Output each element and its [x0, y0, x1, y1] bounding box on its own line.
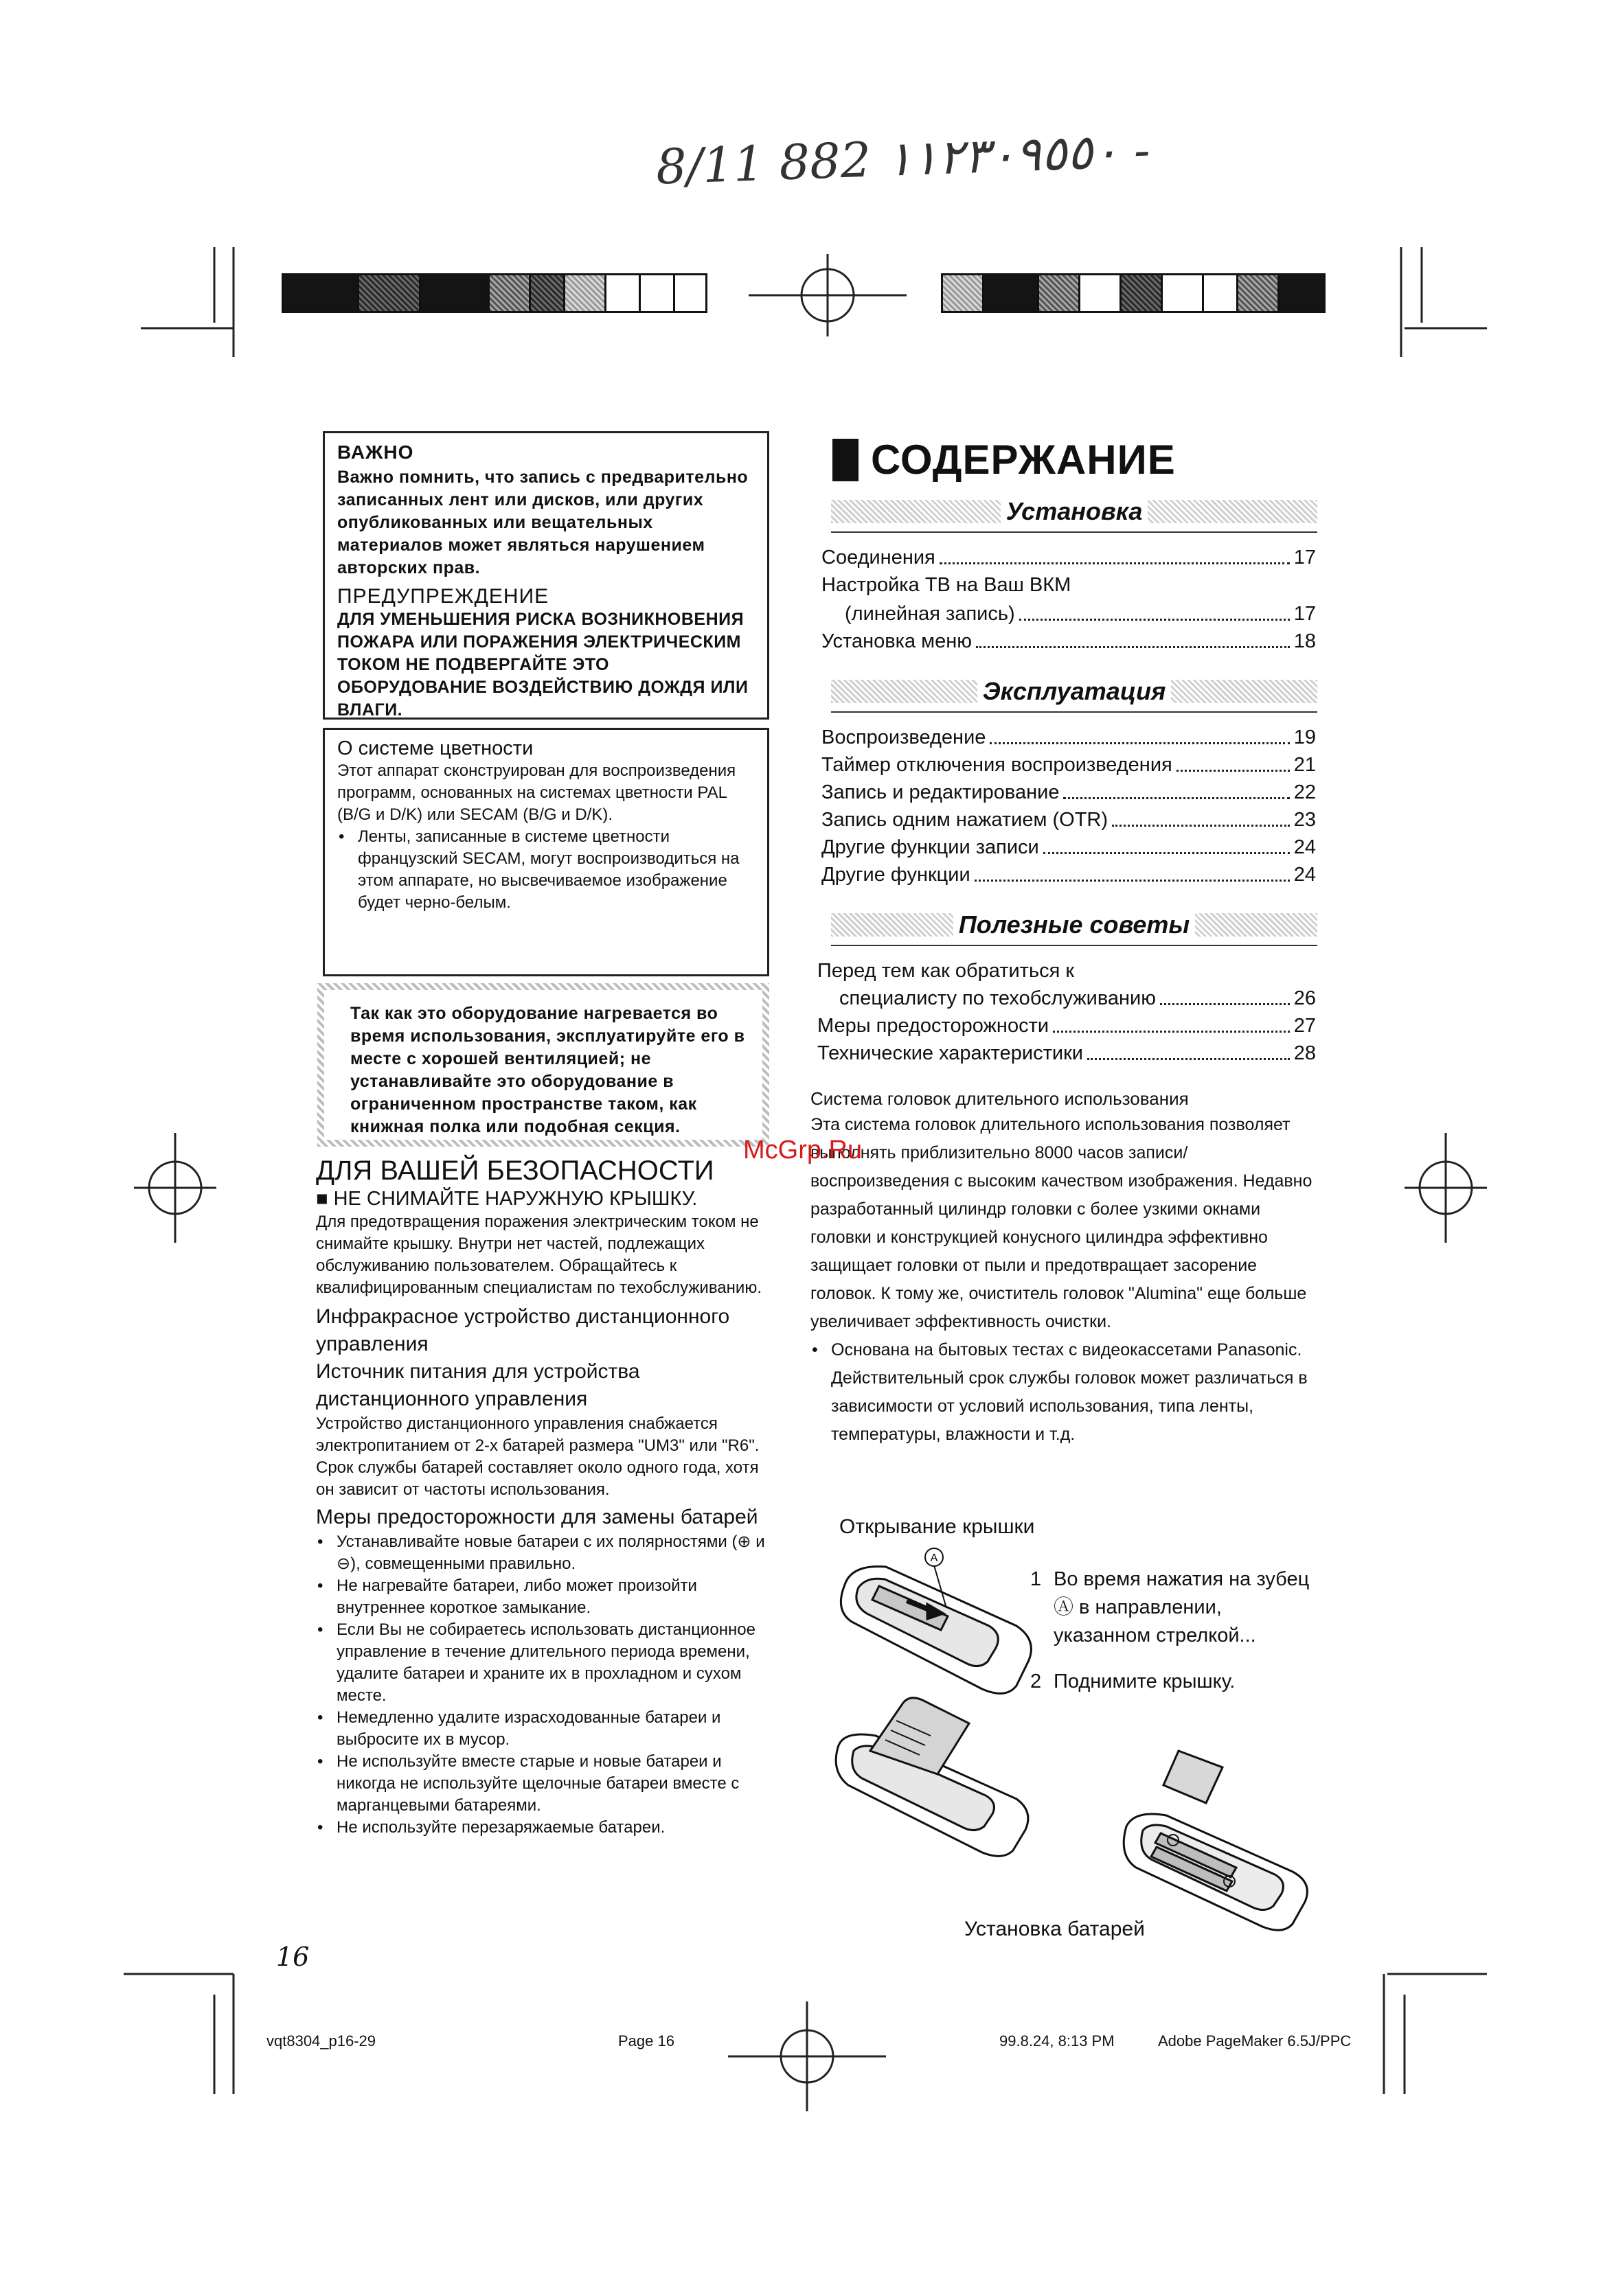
footer-app: Adobe PageMaker 6.5J/PPC — [1158, 2032, 1352, 2050]
step-2 — [1030, 1668, 1319, 1696]
toc-item-label: Запись одним нажатием (OTR) — [821, 809, 1109, 831]
toc-item[interactable] — [821, 779, 1316, 806]
color-bar-right — [941, 273, 1326, 313]
toc-section-title: Эксплуатация — [977, 678, 1172, 705]
battery-caption: Установка батарей — [964, 1918, 1145, 1940]
heads-bullet: • Основана на бытовых тестах с видеокассетами Panasonic. Действительный срок службы головок может различаться в зависимости от условий использования, типа ленты, температуры, влажности и т.д. — [810, 1336, 1319, 1449]
toc-item[interactable] — [821, 544, 1316, 571]
color-system-title: О системе цветности — [337, 737, 534, 759]
important-text: Важно помнить, что запись с предварительно записанных лент или дисков, или других опубликованных или вещательных материалов может являться нарушением авторских прав. — [337, 468, 749, 577]
footer-date: 99.8.24, 8:13 PM — [999, 2032, 1115, 2050]
toc-item-page: 22 — [1293, 781, 1316, 803]
toc-item[interactable] — [839, 985, 1316, 1012]
toc-item-page: 28 — [1293, 1042, 1316, 1064]
toc-section-band — [831, 677, 1317, 705]
safety-title: ДЛЯ ВАШЕЙ БЕЗОПАСНОСТИ — [316, 1156, 714, 1186]
list-item: • Если Вы не собираетесь использовать дистанционное управление в течение длительного периода времени, удалите батареи и храните их в прохладном и сухом месте. — [316, 1619, 777, 1707]
color-bar-left — [282, 273, 707, 313]
power-heading: Источник питания для устройства дистанционного управления — [316, 1360, 640, 1410]
toc-item-page: 17 — [1293, 547, 1316, 569]
precautions-heading: Меры предосторожности для замены батарей — [316, 1506, 758, 1528]
toc-item-page: 27 — [1293, 1015, 1316, 1037]
watermark: McGrp.Ru — [743, 1136, 863, 1164]
toc-item-page: 17 — [1293, 603, 1316, 625]
toc-item-label: (линейная запись) — [845, 603, 1015, 625]
toc-item[interactable] — [821, 751, 1316, 779]
toc-item-label: Перед тем как обратиться к — [817, 960, 1075, 982]
cover-steps — [1030, 1565, 1319, 1696]
toc-section-band — [831, 910, 1317, 939]
power-text: Устройство дистанционного управления снабжается электропитанием от 2-х батарей размера "UM3" или "R6". Срок службы батарей составляет около одного года, хотя он зависит от частоты использования. — [316, 1414, 760, 1499]
registration-mark-top — [749, 254, 907, 336]
color-system-bullet: • Ленты, записанные в системе цветности французский SECAM, могут воспроизводиться на этом аппарате, но высвечиваемое изображение будет черно-белым. — [337, 826, 756, 914]
toc-square-icon — [832, 439, 859, 481]
toc-item[interactable] — [821, 571, 1071, 599]
toc-item-label: Соединения — [821, 547, 935, 569]
toc-section-title: Полезные советы — [953, 911, 1195, 939]
step-1 — [1030, 1565, 1319, 1650]
toc-item[interactable] — [821, 724, 1316, 751]
ventilation-text: Так как это оборудование нагревается во время использования, эксплуатируйте его в месте с хорошей вентиляцией; не устанавливайте это оборудование в ограниченном пространстве таком, как книжная полка или подобная секция. — [350, 1004, 745, 1136]
toc-item[interactable] — [821, 834, 1316, 861]
toc-item[interactable] — [845, 600, 1316, 628]
battery-install-illustration — [1113, 1737, 1319, 1936]
toc-item-page: 24 — [1293, 864, 1316, 886]
toc-item-page: 18 — [1293, 630, 1316, 652]
registration-mark-left — [134, 1133, 216, 1243]
toc-item-page: 21 — [1293, 754, 1316, 776]
toc-item-label: специалисту по техобслуживанию — [839, 987, 1156, 1009]
toc-item-label: Меры предосторожности — [817, 1015, 1049, 1037]
toc-item[interactable] — [817, 1040, 1316, 1067]
step-1-number: 1 — [1030, 1568, 1042, 1590]
ventilation-box — [317, 983, 769, 1147]
heads-title: Система головок длительного использования — [810, 1088, 1189, 1109]
heads-section — [810, 1086, 1319, 1449]
remote-illustration-2 — [828, 1682, 1041, 1861]
list-item: • Немедленно удалите израсходованные батареи и выбросите их в мусор. — [316, 1707, 777, 1751]
toc-item[interactable] — [821, 628, 1316, 655]
precautions-list — [316, 1531, 777, 1839]
color-system-text: Этот аппарат сконструирован для воспроизведения программ, основанных на системах цветности PAL (B/G и D/K) или SECAM (B/G и D/K). — [337, 761, 736, 824]
toc-item-page: 26 — [1293, 987, 1316, 1009]
ir-remote-heading: Инфракрасное устройство дистанционного управления — [316, 1305, 730, 1355]
divider — [831, 711, 1317, 713]
divider — [831, 531, 1317, 533]
marker-a: A — [930, 1552, 938, 1564]
important-box — [323, 431, 769, 720]
toc-item-label: Таймер отключения воспроизведения — [821, 754, 1172, 776]
list-item: • Не используйте вместе старые и новые батареи и никогда не используйте щелочные батареи вместе с марганцевыми батареями. — [316, 1751, 777, 1817]
toc-item-label: Другие функции записи — [821, 836, 1039, 858]
step-2-number: 2 — [1030, 1671, 1042, 1692]
toc-item-label: Технические характеристики — [817, 1042, 1083, 1064]
toc-item-label: Установка меню — [821, 630, 972, 652]
cover-title: Открывание крышки — [839, 1515, 1035, 1538]
toc-section-title: Установка — [1001, 498, 1148, 525]
safety-section — [316, 1155, 777, 1839]
warning-title: ПРЕДУПРЕЖДЕНИЕ — [337, 585, 549, 608]
toc-item[interactable] — [821, 861, 1316, 888]
footer-file: vqt8304_p16-29 — [266, 2032, 376, 2050]
registration-mark-bottom — [728, 2001, 886, 2111]
color-system-box — [323, 728, 769, 976]
toc-item-label: Настройка ТВ на Ваш ВКМ — [821, 574, 1071, 596]
toc-item-page: 23 — [1293, 809, 1316, 831]
warning-text: ДЛЯ УМЕНЬШЕНИЯ РИСКА ВОЗНИКНОВЕНИЯ ПОЖАРА ИЛИ ПОРАЖЕНИЯ ЭЛЕКТРИЧЕСКИМ ТОКОМ НЕ ПОДВЕРГАЙТЕ ЭТО ОБОРУДОВАНИЕ ВОЗДЕЙСТВИЮ ДОЖДЯ ИЛИ ВЛАГИ. — [337, 610, 749, 720]
handwritten-note: 8/11 882 ١١٢٣٠٩٥٥٠ - — [655, 122, 1151, 196]
important-title: ВАЖНО — [337, 441, 414, 463]
divider — [831, 945, 1317, 946]
toc-item-page: 24 — [1293, 836, 1316, 858]
page-number: 16 — [276, 1942, 310, 1972]
color-system-bullets — [337, 826, 756, 914]
heads-bullets — [810, 1336, 1319, 1449]
step-2-text: Поднимите крышку. — [1054, 1671, 1236, 1692]
safety-subtitle: ■ НЕ СНИМАЙТЕ НАРУЖНУЮ КРЫШКУ. — [316, 1188, 698, 1210]
toc-title — [832, 436, 1176, 483]
toc-item-label: Другие функции — [821, 864, 970, 886]
toc-item[interactable] — [817, 1012, 1316, 1040]
heads-text: Эта система головок длительного использования позволяет выполнять приблизительно 8000 часов записи/воспроизведения с высоким качеством изображения. Недавно разработанный цилиндр головки с более узкими окнами головки и конструкцией конусного цилиндра эффективно защищает головки от пыли и предотвращает засорение головок. К тому же, очиститель головок "Alumina" еще больше увеличивает эффективность очистки. — [810, 1115, 1312, 1331]
footer-page: Page 16 — [618, 2032, 674, 2050]
toc-item-label: Запись и редактирование — [821, 781, 1060, 803]
toc-section-band — [831, 497, 1317, 525]
toc-item-label: Воспроизведение — [821, 726, 986, 748]
registration-mark-right — [1405, 1133, 1487, 1243]
list-item: • Не используйте перезаряжаемые батареи. — [316, 1817, 777, 1839]
toc-item-page: 19 — [1293, 726, 1316, 748]
list-item: • Не нагревайте батареи, либо может произойти внутреннее короткое замыкание. — [316, 1575, 777, 1619]
list-item: • Устанавливайте новые батареи с их полярностями (⊕ и ⊖), совмещенными правильно. — [316, 1531, 777, 1575]
toc-item[interactable] — [817, 957, 1074, 985]
remote-illustration-1 — [831, 1545, 1044, 1703]
toc-item[interactable] — [821, 806, 1316, 834]
safety-text: Для предотвращения поражения электрическим током не снимайте крышку. Внутри нет частей, подлежащих обслуживанию пользователем. Обращайтесь к квалифицированным специалистам по техобслуживанию. — [316, 1213, 762, 1297]
step-1-text: Во время нажатия на зубец Ⓐ в направлении, указанном стрелкой... — [1054, 1568, 1310, 1646]
toc-title-text: СОДЕРЖАНИЕ — [871, 437, 1176, 483]
